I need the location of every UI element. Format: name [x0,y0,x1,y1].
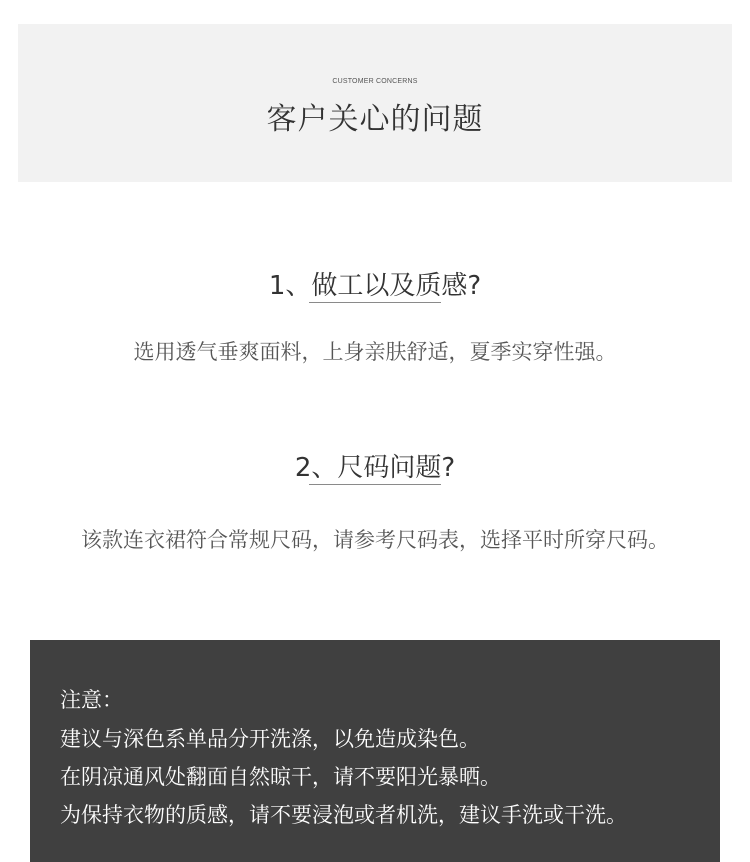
care-notice-box [30,640,720,862]
page-title: 客户关心的问题 [266,102,484,137]
header-subtitle: CUSTOMER CONCERNS [332,78,418,85]
notice-line: 建议与深色系单品分开洗涤，以免造成染色。 [60,727,480,751]
faq-question-2: 2、尺码问题? [294,453,456,483]
question-underline [309,484,441,485]
section-header [18,24,732,182]
question-underline [309,302,441,303]
notice-line: 在阴凉通风处翻面自然晾干，请不要阳光暴晒。 [60,765,501,789]
faq-answer-2: 该款连衣裙符合常规尺码，请参考尺码表，选择平时所穿尺码。 [81,528,669,552]
notice-line: 为保持衣物的质感，请不要浸泡或者机洗，建议手洗或干洗。 [60,803,627,827]
notice-heading: 注意： [60,688,123,712]
faq-answer-1: 选用透气垂爽面料，上身亲肤舒适，夏季实穿性强。 [133,340,617,364]
faq-question-1: 1、做工以及质感? [268,271,482,301]
